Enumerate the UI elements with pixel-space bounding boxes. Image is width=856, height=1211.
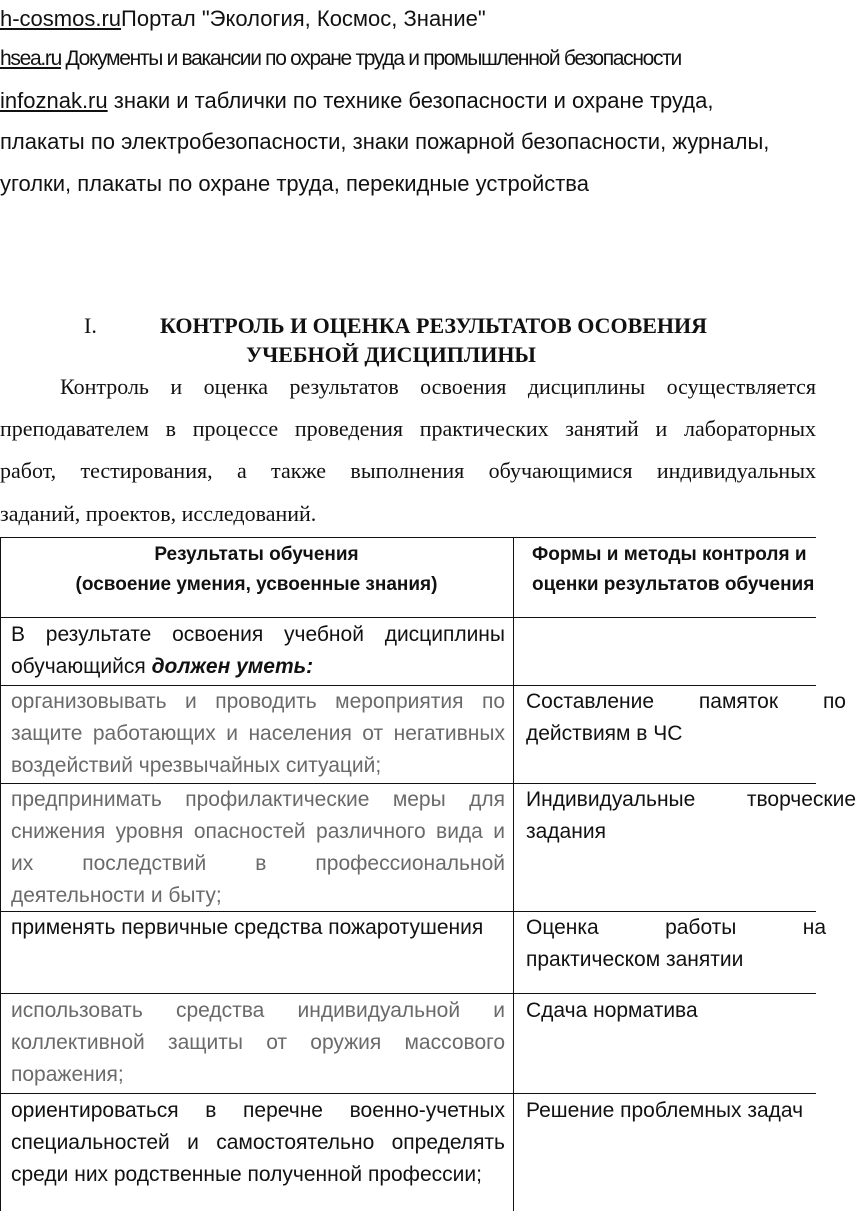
table-row-6-right	[526, 1095, 826, 1127]
intro-line-1: Контроль и оценка результатов освоения дисциплины осуществляется	[60, 374, 816, 399]
table-row-3-right	[526, 784, 856, 848]
row-5-left-line-2: коллективной защиты от оружия массового	[11, 1031, 505, 1054]
header-left-line-1: Результаты обучения	[154, 544, 359, 565]
row-2-left-line-2: защите работающих и населения от негативных	[11, 722, 505, 745]
header-left	[0, 540, 513, 600]
row-3-left-line-3: их последствий в профессиональной	[11, 852, 505, 875]
row-1-left-line-1: В результате освоения учебной дисциплины	[11, 623, 505, 646]
table-row-6-left	[11, 1095, 505, 1191]
section-title-line-1: КОНТРОЛЬ И ОЦЕНКА РЕЗУЛЬТАТОВ ОСОВЕНИЯ	[160, 313, 708, 338]
table-border-left	[0, 537, 1, 1211]
row-4-right-line-2: практическом занятии	[526, 948, 744, 971]
link-line-3	[0, 88, 714, 114]
header-right-line-2: оценки результатов обучения	[532, 574, 815, 595]
row-3-right-line-2: задания	[526, 820, 606, 843]
link-infoznak[interactable]: infoznak.ru	[0, 88, 108, 113]
table-row-2-left	[11, 686, 505, 782]
row-2-right-line-1: Составление памяток по	[526, 690, 846, 713]
link-1-text: Портал "Экология, Космос, Знание"	[121, 6, 486, 31]
link-line-4: плакаты по электробезопасности, знаки пожарной безопасности, журналы,	[0, 129, 770, 154]
row-1-left-text: обучающийся	[11, 655, 152, 678]
link-line-1	[0, 6, 486, 32]
table-column-divider	[513, 537, 514, 1211]
row-3-left-line-1: предпринимать профилактические меры для	[11, 788, 505, 811]
table-border-top	[0, 537, 816, 538]
row-6-right-line-1: Решение проблемных задач	[526, 1099, 804, 1122]
table-row-4-right	[526, 912, 826, 976]
section-title-line-2: УЧЕБНОЙ ДИСЦИПЛИНЫ	[246, 342, 537, 367]
table-row-rule	[0, 1093, 816, 1094]
row-5-right-line-1: Сдача норматива	[526, 999, 698, 1022]
header-right-line-1: Формы и методы контроля и	[532, 544, 807, 565]
header-left-line-2: (освоение умения, усвоенные знания)	[75, 574, 438, 595]
link-line-2	[0, 46, 681, 72]
table-row-1-left	[11, 619, 505, 683]
row-4-right-line-1: Оценка работы на	[526, 916, 826, 939]
table-row-5-right	[526, 995, 826, 1027]
row-6-left-line-3: среди них родственные полученной профессии;	[11, 1163, 482, 1186]
row-2-left-line-1: организовывать и проводить мероприятия по	[11, 690, 505, 713]
link-2-text: Документы и вакансии по охране труда и промышленной безопасности	[60, 47, 681, 70]
row-2-right-line-2: действиям в ЧС	[526, 722, 683, 745]
row-6-left-line-1: ориентироваться в перечне военно-учетных	[11, 1099, 505, 1122]
row-1-left-emphasis: должен уметь:	[151, 655, 314, 678]
row-1-left-line-2	[11, 651, 505, 683]
header-right	[532, 540, 814, 600]
row-2-left-line-3: воздействий чрезвычайных ситуаций;	[11, 754, 382, 777]
row-3-left-line-2: снижения уровня опасностей различного вида и	[11, 820, 505, 843]
link-h-cosmos[interactable]: h-cosmos.ru	[0, 6, 122, 31]
intro-line-3: работ, тестирования, а также выполнения обучающимися индивидуальных	[0, 458, 816, 483]
row-5-left-line-3: поражения;	[11, 1063, 124, 1086]
row-6-left-line-2: специальностей и самостоятельно определять	[11, 1131, 505, 1154]
intro-line-2: преподавателем в процессе проведения практических занятий и лабораторных	[0, 416, 816, 441]
row-3-right-line-1: Индивидуальные творческие	[526, 788, 856, 811]
section-number: I.	[84, 313, 97, 338]
row-3-left-line-4: деятельности и быту;	[11, 884, 222, 907]
link-line-5: уголки, плакаты по охране труда, перекидные устройства	[0, 171, 589, 196]
table-row-rule	[0, 617, 816, 618]
table-row-rule	[0, 993, 816, 994]
table-row-3-left	[11, 784, 505, 912]
table-row-4-left	[11, 912, 505, 944]
intro-line-4: заданий, проектов, исследований.	[0, 501, 317, 526]
table-row-2-right	[526, 686, 846, 750]
table-row-5-left	[11, 995, 505, 1091]
row-5-left-line-1: использовать средства индивидуальной и	[11, 999, 505, 1022]
row-4-left-line-1: применять первичные средства пожаротушения	[11, 916, 484, 939]
link-3-text: знаки и таблички по технике безопасности и охране труда,	[107, 88, 714, 113]
link-hsea[interactable]: hsea.ru	[0, 47, 61, 70]
